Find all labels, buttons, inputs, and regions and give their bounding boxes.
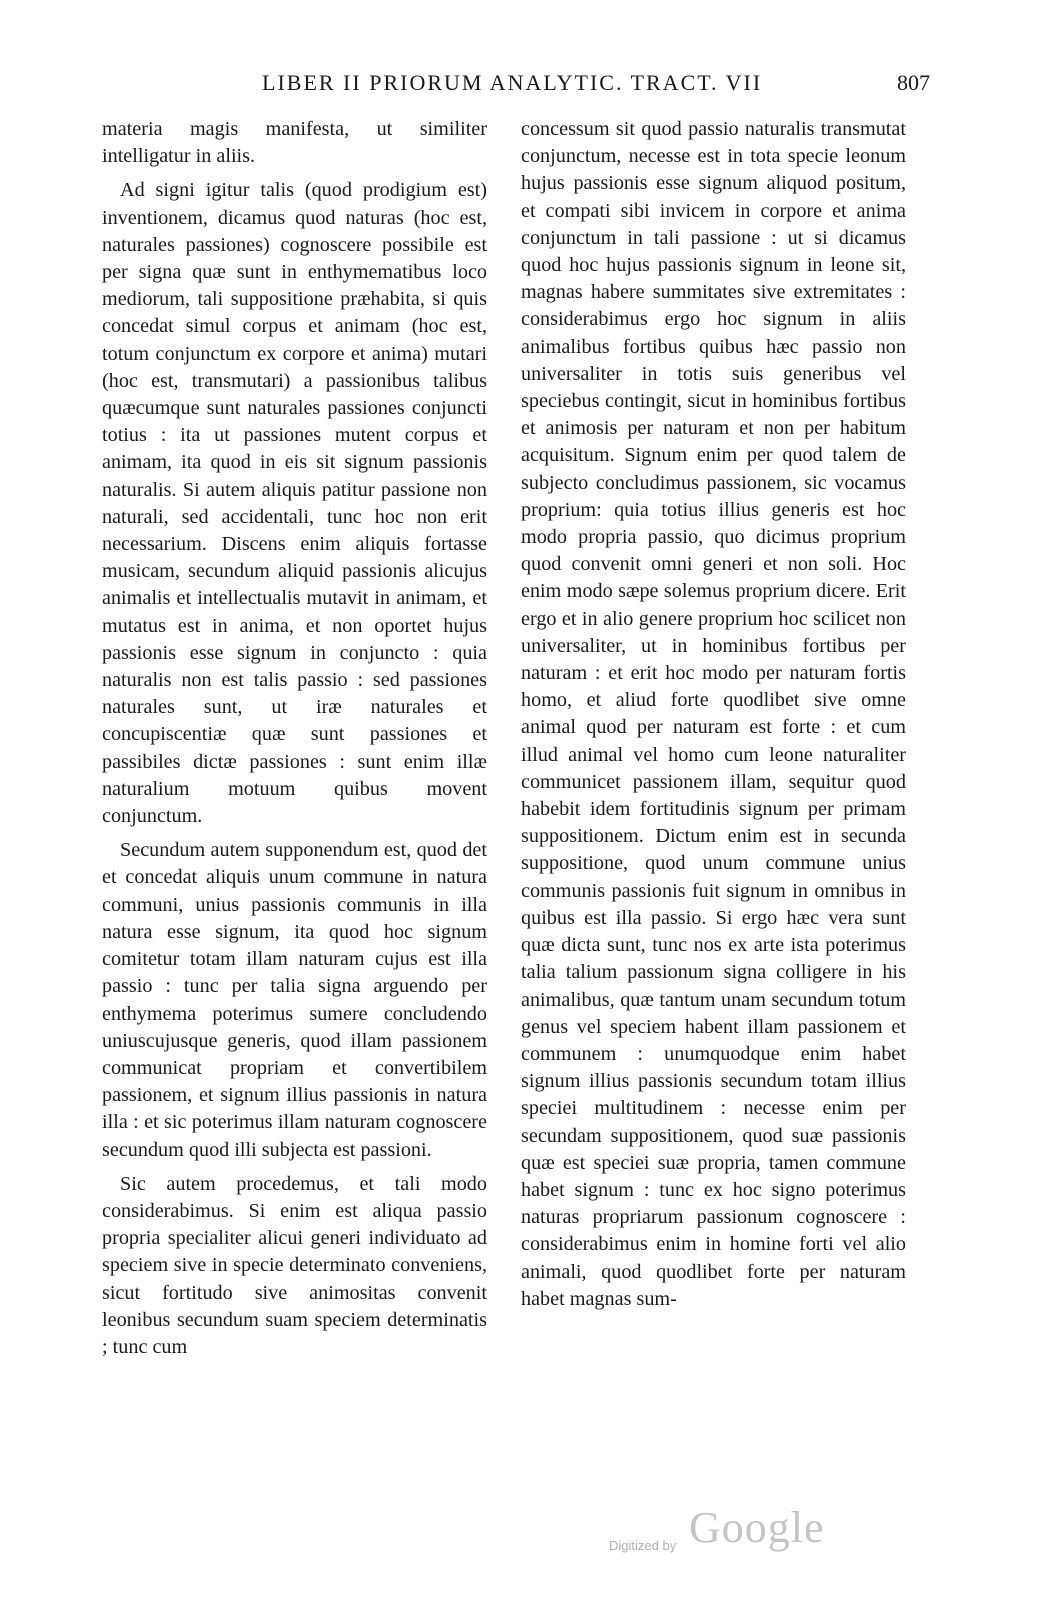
digitized-by-label: Digitized by — [609, 1538, 677, 1553]
right-column — [521, 116, 906, 1313]
digitization-watermark — [609, 1502, 869, 1562]
paragraph: Ad signi igitur talis (quod prodigium est) inventionem, dicamus quod naturas (hoc est, naturales passiones) cognoscere possibile est per signa quæ sunt in enthymematibus loco mediorum, tali suppositione præhabita, si quis concedat simul corpus et animam (hoc est, totum conjunctum ex corpore et anima) mutari (hoc est, transmutari) a passionibus talibus quæcumque sunt naturales passiones conjuncti totius : ita ut passiones mutent corpus et animam, ita quod in eis sit signum passionis naturalis. Si autem aliquis patitur passione non naturali, sed accidentali, tunc hoc non erit necessarium. Discens enim aliquis fortasse musicam, secundum aliquid passionis alicujus animalis et intellectualis mutavit in animam, et mutatus est in anima, et non oportet hujus passionis esse signum in conjuncto : quia naturalis non est talis passio : sed passiones naturales sunt, ut iræ naturales et concupiscentiæ quæ sunt passiones et passibiles dictæ passiones : sunt enim illæ naturalium motuum quibus movent conjunctum. — [102, 179, 487, 828]
paragraph: concessum sit quod passio naturalis transmutat conjunctum, necesse est in tota specie leonum hujus passionis esse signum aliquod positum, et compati sibi invicem in corpore et anima conjunctum in tali passione : ut si dicamus quod hoc hujus passionis signum in leone sit, magnas habere summitates sive extremitates : considerabimus ergo hoc signum in aliis animalibus fortibus quibus hæc passio non universaliter in totis suis generibus vel speciebus contingit, sicut in hominibus fortibus et animosis per naturam et non per habitum acquisitum. Signum enim per quod talem de subjecto concludimus passionem, sic vocamus proprium: quia totius illius generis est hoc modo propria passio, quo dicimus proprium quod convenit omni generi et non soli. Hoc enim modo sæpe solemus proprium dicere. Erit ergo et in alio genere proprium hoc scilicet non universaliter, ut in hominibus fortibus per naturam : et erit hoc modo per naturam fortis homo, et aliud forte quodlibet sive omne animal quod per naturam est forte : et cum illud animal vel homo cum leone naturaliter communicet passionem illam, sequitur quod habebit idem fortitudinis signum per primam suppositionem. Dictum enim est in secunda suppositione, quod unum commune unius communis passionis fuit signum in omnibus in quibus est illa passio. Si ergo hæc vera sunt quæ dicta sunt, tunc nos ex arte ista poterimus talia talium passionum signa colligere in his animalibus, quæ tantum unam secundum totum genus vel speciem habent illam passionem et communem : unumquodque enim habet signum illius passionis secundum totam illius speciei multitudinem : necesse enim per secundam suppositionem, quod suæ passionis quæ est speciei suæ propria, tamen commune habet signum : tunc ex hoc signo poterimus naturas propriarum passionum cognoscere : considerabimus enim in homine forti vel alio animali, quod quodlibet forte per naturam habet magnas sum- — [521, 118, 906, 1310]
running-header — [100, 70, 930, 104]
paragraph: Secundum autem supponendum est, quod det et concedat aliquis unum commune in natura communi, unius passionis communis in illa natura esse signum, ita quod hoc signum comitetur totam illam naturam cujus est illa passio : tunc per talia signa arguendo per enthymema poterimus sumere concludendo uniuscujusque generis, quod illam passionem communicat propriam et convertibilem passionem, et signum illius passionis in natura illa : et sic poterimus illam naturam cognoscere secundum quod illi subjecta est passioni. — [102, 839, 487, 1161]
google-logo: Google — [689, 1503, 825, 1552]
paragraph: Sic autem procedemus, et tali modo considerabimus. Si enim est aliqua passio propria specialiter alicui generi individuato ad speciem sive in specie determinato conveniens, sicut fortitudo sive animositas convenit leonibus secundum suam speciem determinatis ; tunc cum — [102, 1172, 487, 1358]
left-column — [102, 116, 487, 1361]
page-number: 807 — [897, 70, 930, 95]
paragraph: materia magis manifesta, ut similiter intelligatur in aliis. — [102, 118, 487, 168]
running-title: LIBER II PRIORUM ANALYTIC. TRACT. VII — [262, 70, 763, 95]
